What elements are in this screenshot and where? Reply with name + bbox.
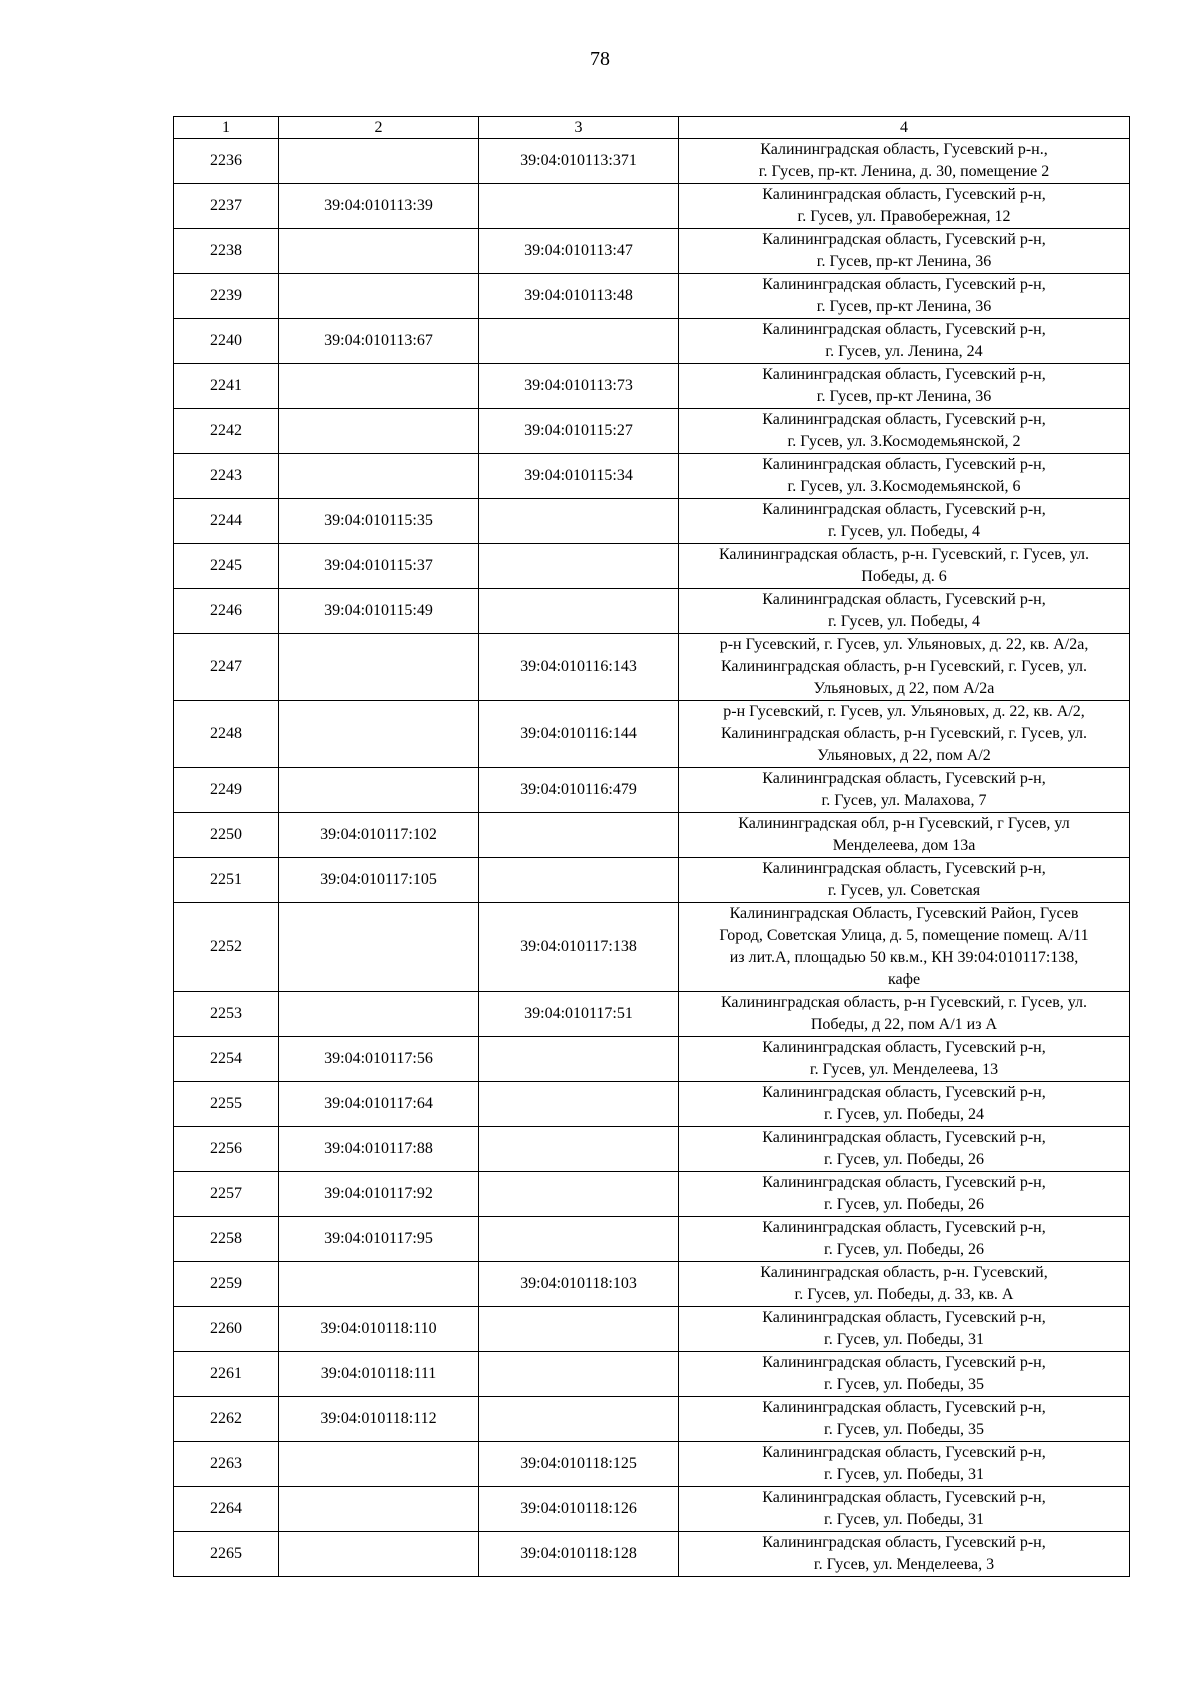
address-line: Калининградская область, р-н. Гусевский, [760, 1264, 1048, 1281]
cadastral-number-col2 [279, 229, 479, 274]
table-row [174, 544, 1130, 589]
row-number-cell: 2250 [174, 813, 279, 858]
cadastral-number-col3: 39:04:010118:125 [479, 1442, 679, 1487]
address-cell [679, 319, 1130, 364]
address-line: Калининградская область, Гусевский р-н, [762, 1039, 1046, 1056]
cadastral-number-col3: 39:04:010116:143 [479, 634, 679, 701]
cadastral-number-col3 [479, 544, 679, 589]
table-row [174, 1307, 1130, 1352]
row-number-cell: 2236 [174, 139, 279, 184]
table-row [174, 1082, 1130, 1127]
table-row [174, 1352, 1130, 1397]
table-row [174, 1127, 1130, 1172]
cadastral-number-col3 [479, 813, 679, 858]
row-number-cell: 2242 [174, 409, 279, 454]
row-number-cell: 2240 [174, 319, 279, 364]
address-cell [679, 1262, 1130, 1307]
table-row [174, 1532, 1130, 1577]
address-line: г. Гусев, ул. Победы, 35 [824, 1376, 984, 1393]
cadastral-number-col2 [279, 454, 479, 499]
row-number-cell: 2237 [174, 184, 279, 229]
header-col-2: 2 [279, 117, 479, 139]
address-cell [679, 139, 1130, 184]
address-line: Калининградская область, Гусевский р-н, [762, 321, 1046, 338]
table-row [174, 1172, 1130, 1217]
address-line: Калининградская область, Гусевский р-н, [762, 411, 1046, 428]
row-number-cell: 2239 [174, 274, 279, 319]
address-line: г. Гусев, ул. Менделеева, 13 [809, 1061, 999, 1078]
table-row [174, 992, 1130, 1037]
table-row [174, 139, 1130, 184]
table-body [174, 139, 1130, 1577]
cadastral-number-col3: 39:04:010116:479 [479, 768, 679, 813]
address-line: г. Гусев, ул. Менделеева, 3 [813, 1556, 995, 1573]
address-line: г. Гусев, ул. Ленина, 24 [825, 343, 983, 360]
address-line: из лит.А, площадью 50 кв.м., КН 39:04:010117:138, [729, 949, 1079, 966]
address-line: г. Гусев, ул. Победы, 31 [824, 1331, 984, 1348]
cadastral-number-col3 [479, 1037, 679, 1082]
row-number-cell: 2248 [174, 701, 279, 768]
address-line: Ульяновых, д 22, пом А/2а [813, 680, 995, 697]
address-cell [679, 1487, 1130, 1532]
address-line: Калининградская область, Гусевский р-н, [762, 860, 1046, 877]
address-line: г. Гусев, ул. Победы, 35 [824, 1421, 984, 1438]
address-cell [679, 701, 1130, 768]
address-line: Калининградская область, Гусевский р-н, [762, 770, 1046, 787]
cadastral-number-col2: 39:04:010117:95 [279, 1217, 479, 1262]
address-cell [679, 229, 1130, 274]
row-number-cell: 2262 [174, 1397, 279, 1442]
address-line: г. Гусев, ул. Правобережная, 12 [797, 208, 1011, 225]
cadastral-number-col2 [279, 1487, 479, 1532]
row-number-cell: 2257 [174, 1172, 279, 1217]
address-line: р-н Гусевский, г. Гусев, ул. Ульяновых, д. 22, кв. А/2а, [719, 636, 1089, 653]
address-line: Калининградская область, р-н. Гусевский, г. Гусев, ул. [718, 546, 1090, 563]
cadastral-number-col3: 39:04:010113:73 [479, 364, 679, 409]
cadastral-number-col3 [479, 1127, 679, 1172]
row-number-cell: 2247 [174, 634, 279, 701]
address-cell [679, 1127, 1130, 1172]
address-cell [679, 274, 1130, 319]
address-line: Калининградская область, Гусевский р-н, [762, 1309, 1046, 1326]
address-line: г. Гусев, пр-кт. Ленина, д. 30, помещение 2 [758, 163, 1050, 180]
cadastral-number-col2: 39:04:010113:67 [279, 319, 479, 364]
table-row [174, 319, 1130, 364]
address-line: Калининградская область, Гусевский р-н, [762, 1399, 1046, 1416]
cadastral-table [173, 116, 1130, 1577]
address-line: г. Гусев, ул. Победы, 24 [824, 1106, 984, 1123]
cadastral-number-col2 [279, 701, 479, 768]
row-number-cell: 2246 [174, 589, 279, 634]
cadastral-number-col2 [279, 903, 479, 992]
cadastral-number-col2: 39:04:010117:88 [279, 1127, 479, 1172]
cadastral-number-col3: 39:04:010118:126 [479, 1487, 679, 1532]
table-row [174, 1037, 1130, 1082]
table-row [174, 364, 1130, 409]
row-number-cell: 2260 [174, 1307, 279, 1352]
cadastral-number-col2 [279, 274, 479, 319]
cadastral-number-col3: 39:04:010117:51 [479, 992, 679, 1037]
table-row [174, 1487, 1130, 1532]
address-cell [679, 454, 1130, 499]
address-line: Калининградская область, Гусевский р-н., [760, 141, 1048, 158]
address-cell [679, 409, 1130, 454]
row-number-cell: 2265 [174, 1532, 279, 1577]
address-line: Калининградская область, Гусевский р-н, [762, 1129, 1046, 1146]
address-line: г. Гусев, ул. Победы, 26 [824, 1241, 984, 1258]
row-number-cell: 2245 [174, 544, 279, 589]
header-col-3: 3 [479, 117, 679, 139]
address-line: г. Гусев, пр-кт Ленина, 36 [816, 253, 992, 270]
row-number-cell: 2259 [174, 1262, 279, 1307]
address-cell [679, 364, 1130, 409]
address-line: г. Гусев, ул. Победы, 4 [828, 613, 980, 630]
table-row [174, 499, 1130, 544]
address-cell [679, 1397, 1130, 1442]
address-line: Калининградская область, Гусевский р-н, [762, 1534, 1046, 1551]
address-line: Калининградская область, р-н Гусевский, г. Гусев, ул. [720, 725, 1088, 742]
address-line: Калининградская область, Гусевский р-н, [762, 231, 1046, 248]
table-row [174, 454, 1130, 499]
address-line: Калининградская область, р-н Гусевский, г. Гусев, ул. [720, 994, 1088, 1011]
address-line: Ульяновых, д 22, пом А/2 [817, 747, 991, 764]
cadastral-number-col2: 39:04:010117:92 [279, 1172, 479, 1217]
cadastral-number-col2 [279, 634, 479, 701]
cadastral-number-col2 [279, 1532, 479, 1577]
cadastral-number-col3: 39:04:010117:138 [479, 903, 679, 992]
address-line: Калининградская область, Гусевский р-н, [762, 1084, 1046, 1101]
address-line: Калининградская область, Гусевский р-н, [762, 276, 1046, 293]
cadastral-number-col3 [479, 319, 679, 364]
cadastral-number-col2: 39:04:010118:110 [279, 1307, 479, 1352]
address-cell [679, 1442, 1130, 1487]
address-line: г. Гусев, ул. Победы, 31 [824, 1466, 984, 1483]
cadastral-number-col3: 39:04:010115:34 [479, 454, 679, 499]
cadastral-number-col2: 39:04:010113:39 [279, 184, 479, 229]
table-row [174, 768, 1130, 813]
header-row [174, 117, 1130, 139]
cadastral-number-col3 [479, 499, 679, 544]
row-number-cell: 2251 [174, 858, 279, 903]
header-col-4: 4 [679, 117, 1130, 139]
cadastral-number-col3: 39:04:010113:47 [479, 229, 679, 274]
address-cell [679, 858, 1130, 903]
cadastral-number-col2 [279, 992, 479, 1037]
address-line: Калининградская область, Гусевский р-н, [762, 1489, 1046, 1506]
row-number-cell: 2255 [174, 1082, 279, 1127]
row-number-cell: 2261 [174, 1352, 279, 1397]
address-line: Калининградская область, Гусевский р-н, [762, 1174, 1046, 1191]
cadastral-number-col2 [279, 768, 479, 813]
address-line: Калининградская Область, Гусевский Район, Гусев [729, 905, 1079, 922]
cadastral-number-col3 [479, 1082, 679, 1127]
address-cell [679, 1082, 1130, 1127]
table-row [174, 229, 1130, 274]
row-number-cell: 2243 [174, 454, 279, 499]
cadastral-number-col2: 39:04:010117:102 [279, 813, 479, 858]
table-row [174, 634, 1130, 701]
address-line: Калининградская область, Гусевский р-н, [762, 1354, 1046, 1371]
row-number-cell: 2238 [174, 229, 279, 274]
table-row [174, 903, 1130, 992]
cadastral-number-col3: 39:04:010118:128 [479, 1532, 679, 1577]
address-line: г. Гусев, ул. Победы, 31 [824, 1511, 984, 1528]
address-line: Калининградская область, Гусевский р-н, [762, 591, 1046, 608]
cadastral-number-col2: 39:04:010115:35 [279, 499, 479, 544]
address-line: г. Гусев, ул. Победы, д. 33, кв. А [794, 1286, 1014, 1303]
address-line: Калининградская область, Гусевский р-н, [762, 186, 1046, 203]
cadastral-number-col2 [279, 139, 479, 184]
address-line: Менделеева, дом 13а [832, 837, 976, 854]
table-row [174, 274, 1130, 319]
cadastral-number-col3 [479, 858, 679, 903]
row-number-cell: 2244 [174, 499, 279, 544]
address-line: Калининградская обл, р-н Гусевский, г Гусев, ул [738, 815, 1070, 832]
cadastral-number-col3 [479, 589, 679, 634]
cadastral-number-col3: 39:04:010113:48 [479, 274, 679, 319]
cadastral-number-col2 [279, 1262, 479, 1307]
address-cell [679, 1037, 1130, 1082]
cadastral-number-col2: 39:04:010117:105 [279, 858, 479, 903]
address-line: г. Гусев, ул. З.Космодемьянской, 2 [787, 433, 1021, 450]
cadastral-number-col2: 39:04:010117:64 [279, 1082, 479, 1127]
address-line: г. Гусев, пр-кт Ленина, 36 [816, 388, 992, 405]
address-line: Калининградская область, Гусевский р-н, [762, 456, 1046, 473]
row-number-cell: 2254 [174, 1037, 279, 1082]
table-row [174, 409, 1130, 454]
cadastral-number-col3: 39:04:010115:27 [479, 409, 679, 454]
address-line: кафе [887, 971, 921, 988]
address-cell [679, 499, 1130, 544]
address-cell [679, 1172, 1130, 1217]
address-line: г. Гусев, ул. Советская [827, 882, 981, 899]
row-number-cell: 2252 [174, 903, 279, 992]
address-cell [679, 1217, 1130, 1262]
table-row [174, 1397, 1130, 1442]
address-cell [679, 634, 1130, 701]
cadastral-number-col3: 39:04:010113:371 [479, 139, 679, 184]
address-line: Калининградская область, Гусевский р-н, [762, 1444, 1046, 1461]
address-line: Калининградская область, р-н Гусевский, г. Гусев, ул. [720, 658, 1088, 675]
address-line: Калининградская область, Гусевский р-н, [762, 1219, 1046, 1236]
table-row [174, 184, 1130, 229]
cadastral-number-col3 [479, 1307, 679, 1352]
address-cell [679, 813, 1130, 858]
table-row [174, 1262, 1130, 1307]
row-number-cell: 2241 [174, 364, 279, 409]
cadastral-number-col3 [479, 1217, 679, 1262]
header-col-1: 1 [174, 117, 279, 139]
address-line: г. Гусев, ул. З.Космодемьянской, 6 [787, 478, 1021, 495]
address-line: г. Гусев, пр-кт Ленина, 36 [816, 298, 992, 315]
cadastral-number-col3: 39:04:010116:144 [479, 701, 679, 768]
address-cell [679, 992, 1130, 1037]
cadastral-number-col2: 39:04:010118:112 [279, 1397, 479, 1442]
cadastral-number-col2 [279, 1442, 479, 1487]
cadastral-number-col2 [279, 364, 479, 409]
table-row [174, 1442, 1130, 1487]
address-line: г. Гусев, ул. Малахова, 7 [821, 792, 987, 809]
cadastral-number-col2: 39:04:010118:111 [279, 1352, 479, 1397]
cadastral-number-col2: 39:04:010115:37 [279, 544, 479, 589]
address-line: Калининградская область, Гусевский р-н, [762, 501, 1046, 518]
address-cell [679, 903, 1130, 992]
address-line: г. Гусев, ул. Победы, 26 [824, 1196, 984, 1213]
row-number-cell: 2258 [174, 1217, 279, 1262]
row-number-cell: 2249 [174, 768, 279, 813]
table-row [174, 858, 1130, 903]
address-cell [679, 544, 1130, 589]
address-cell [679, 1352, 1130, 1397]
row-number-cell: 2256 [174, 1127, 279, 1172]
row-number-cell: 2253 [174, 992, 279, 1037]
cadastral-number-col3 [479, 184, 679, 229]
address-line: Победы, д. 6 [861, 568, 947, 585]
row-number-cell: 2264 [174, 1487, 279, 1532]
cadastral-number-col3: 39:04:010118:103 [479, 1262, 679, 1307]
cadastral-number-col2: 39:04:010115:49 [279, 589, 479, 634]
table-row [174, 1217, 1130, 1262]
row-number-cell: 2263 [174, 1442, 279, 1487]
address-line: Калининградская область, Гусевский р-н, [762, 366, 1046, 383]
address-cell [679, 184, 1130, 229]
page-number: 78 [590, 48, 610, 70]
address-line: Победы, д 22, пом А/1 из А [810, 1016, 998, 1033]
address-cell [679, 589, 1130, 634]
address-cell [679, 1307, 1130, 1352]
table-row [174, 813, 1130, 858]
cadastral-number-col2: 39:04:010117:56 [279, 1037, 479, 1082]
table-row [174, 589, 1130, 634]
address-line: г. Гусев, ул. Победы, 26 [824, 1151, 984, 1168]
address-line: р-н Гусевский, г. Гусев, ул. Ульяновых, д. 22, кв. А/2, [723, 703, 1085, 720]
address-line: г. Гусев, ул. Победы, 4 [828, 523, 980, 540]
address-cell [679, 1532, 1130, 1577]
cadastral-number-col2 [279, 409, 479, 454]
address-line: Город, Советская Улица, д. 5, помещение помещ. А/11 [719, 927, 1089, 944]
table-row [174, 701, 1130, 768]
address-cell [679, 768, 1130, 813]
cadastral-number-col3 [479, 1172, 679, 1217]
cadastral-number-col3 [479, 1352, 679, 1397]
cadastral-number-col3 [479, 1397, 679, 1442]
